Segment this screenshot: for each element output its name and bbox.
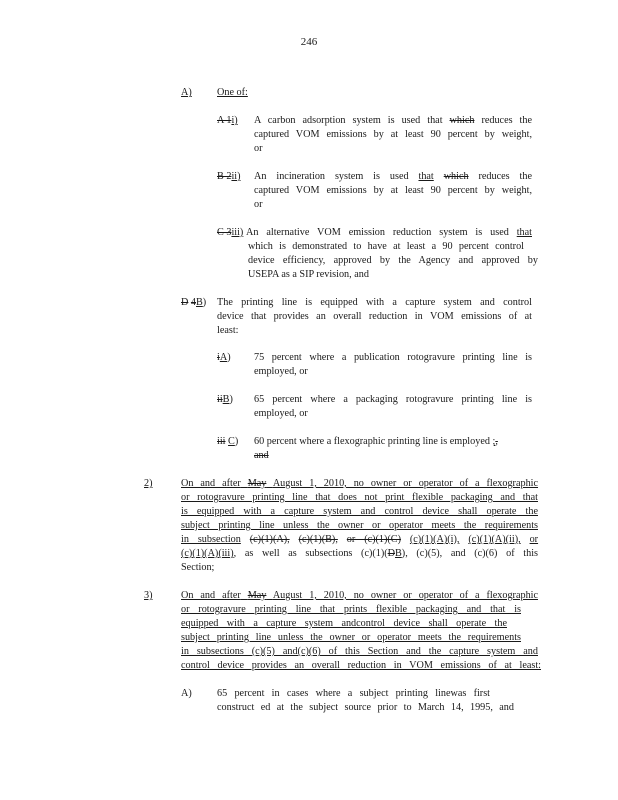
item-3-line-1: An alternative VOM emission reduction system is used that [246,227,532,238]
item-3-line-4: USEPA as a SIP revision, and [248,269,369,280]
paragraph-3-line-5: in subsections (c)(5) and(c)(6) of this Section and the capture system and [181,646,538,657]
subsection-b-line-2: device that provides an overall reduction in VOM emissions of at [217,311,532,322]
paragraph-2-line-6: (c)(1)(A)(iii), as well as subsections (c)(1)(DB), (c)(5), and (c)(6) of this [181,548,538,559]
paragraph-2-label: 2) [144,478,153,489]
subsection-b-line-1: The printing line is equipped with a capture system and control [217,297,532,308]
paragraph-3-label: 3) [144,590,153,601]
paragraph-3-a-label: A) [181,688,192,699]
subsection-b-label: D 4B) [181,297,207,308]
page-number: 246 [300,36,318,48]
paragraph-3-line-6: control device provides an overall reduction in VOM emissions of at least: [181,660,541,671]
paragraph-2-line-7: Section; [181,562,215,573]
item-3-line-2: which is demonstrated to have at least a 90 percent control [248,241,524,252]
item-1-line-2: captured VOM emissions by at least 90 percent by weight, [254,129,532,140]
paragraph-2-line-3: is equipped with a capture system and control device shall operate the [181,506,538,517]
item-b-b-line-1: 65 percent where a packaging rotogravure printing line is [254,394,532,405]
paragraph-2-line-1: On and after May August 1, 2010, no owner or operator of a flexographic [181,478,539,489]
item-2-label: B 2ii) [217,171,241,182]
item-b-a-line-1: 75 percent where a publication rotogravure printing line is [254,352,532,363]
paragraph-3-a-line-1: 65 percent in cases where a subject printing linewas first [217,688,490,699]
item-2-line-2: captured VOM emissions by at least 90 percent by weight, [254,185,532,196]
item-1-line-1: A carbon adsorption system is used that which reduces the [254,115,533,126]
item-b-a-line-2: employed, or [254,366,308,377]
item-b-b-line-2: employed, or [254,408,308,419]
item-1-label: A 1i) [217,115,238,126]
paragraph-2-line-2: or rotogravure printing line that does not print flexible packaging and that [181,492,538,503]
paragraph-3-a-line-2: construct ed at the subject source prior to March 14, 1995, and [217,702,514,713]
paragraph-3-line-1: On and after May August 1, 2010, no owner or operator of a flexographic [181,590,539,601]
subsection-a-label: A) [181,87,192,98]
subsection-a-title: One of: [217,87,248,98]
item-2-line-1: An incineration system is used that which reduces the [254,171,532,182]
subsection-b-line-3: least: [217,325,239,336]
item-2-line-3: or [254,199,263,210]
paragraph-2-line-4: subject printing line unless the owner or operator meets the requirements [181,520,538,531]
paragraph-2-line-5: in subsection (c)(1)(A), (c)(1)(B), or (c)(1)(C) (c)(1)(A)(i), (c)(1)(A)(ii), or [181,534,539,545]
item-3-line-3: device efficiency, approved by the Agency and approved by [248,255,538,266]
item-b-a-label: iA) [217,352,231,363]
paragraph-3-line-3: equipped with a capture system andcontrol device shall operate the [181,618,507,629]
paragraph-3-line-2: or rotogravure printing line that prints flexible packaging and that is [181,604,521,615]
item-b-c-label: iii C) [217,436,239,447]
item-3-label: C 3iii) [217,227,244,238]
paragraph-3-line-4: subject printing line unless the owner or operator meets the requirements [181,632,521,643]
item-b-c-line-2: and [254,450,269,461]
item-1-line-3: or [254,143,263,154]
item-b-c-line-1: 60 percent where a flexographic printing line is employed ;, [254,436,498,447]
item-b-b-label: iiB) [217,394,233,405]
